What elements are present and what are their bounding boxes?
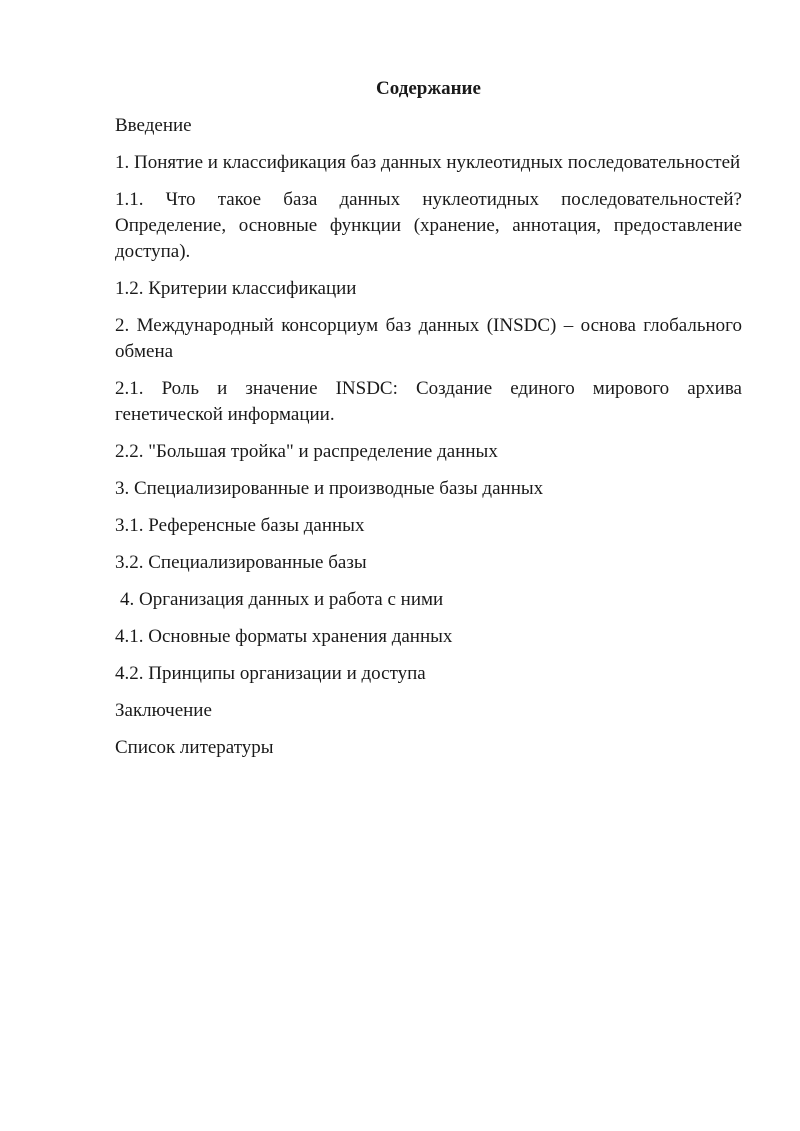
toc-item-1: 1. Понятие и классификация баз данных нуклеотидных последовательностей <box>115 152 741 173</box>
toc-item-3-1: 3.1. Референсные базы данных <box>115 515 365 536</box>
toc-item-2-2: 2.2. "Большая тройка" и распределение данных <box>115 441 498 462</box>
toc-item-3: 3. Специализированные и производные базы данных <box>115 478 544 499</box>
toc-item-3-2: 3.2. Специализированные базы <box>115 552 367 573</box>
toc-item-4-1: 4.1. Основные форматы хранения данных <box>115 626 453 647</box>
toc-item-introduction: Введение <box>115 115 192 136</box>
toc-item-1-2: 1.2. Критерии классификации <box>115 278 357 299</box>
toc-item-4-2: 4.2. Принципы организации и доступа <box>115 663 426 684</box>
toc-item-references: Список литературы <box>115 737 274 758</box>
page-title: Содержание <box>376 78 481 99</box>
toc-item-conclusion: Заключение <box>115 700 212 721</box>
toc-list <box>115 113 742 761</box>
toc-item-4: 4. Организация данных и работа с ними <box>120 589 444 610</box>
toc-item-1-1: 1.1. Что такое база данных нуклеотидных последовательностей? Определение, основные функции (хранение, аннотация, предоставление доступа). <box>115 189 742 262</box>
table-of-contents <box>115 76 742 772</box>
toc-item-2-1: 2.1. Роль и значение INSDC: Создание единого мирового архива генетической информации. <box>115 378 742 425</box>
toc-item-2: 2. Международный консорциум баз данных (INSDC) – основа глобального обмена <box>115 315 742 362</box>
